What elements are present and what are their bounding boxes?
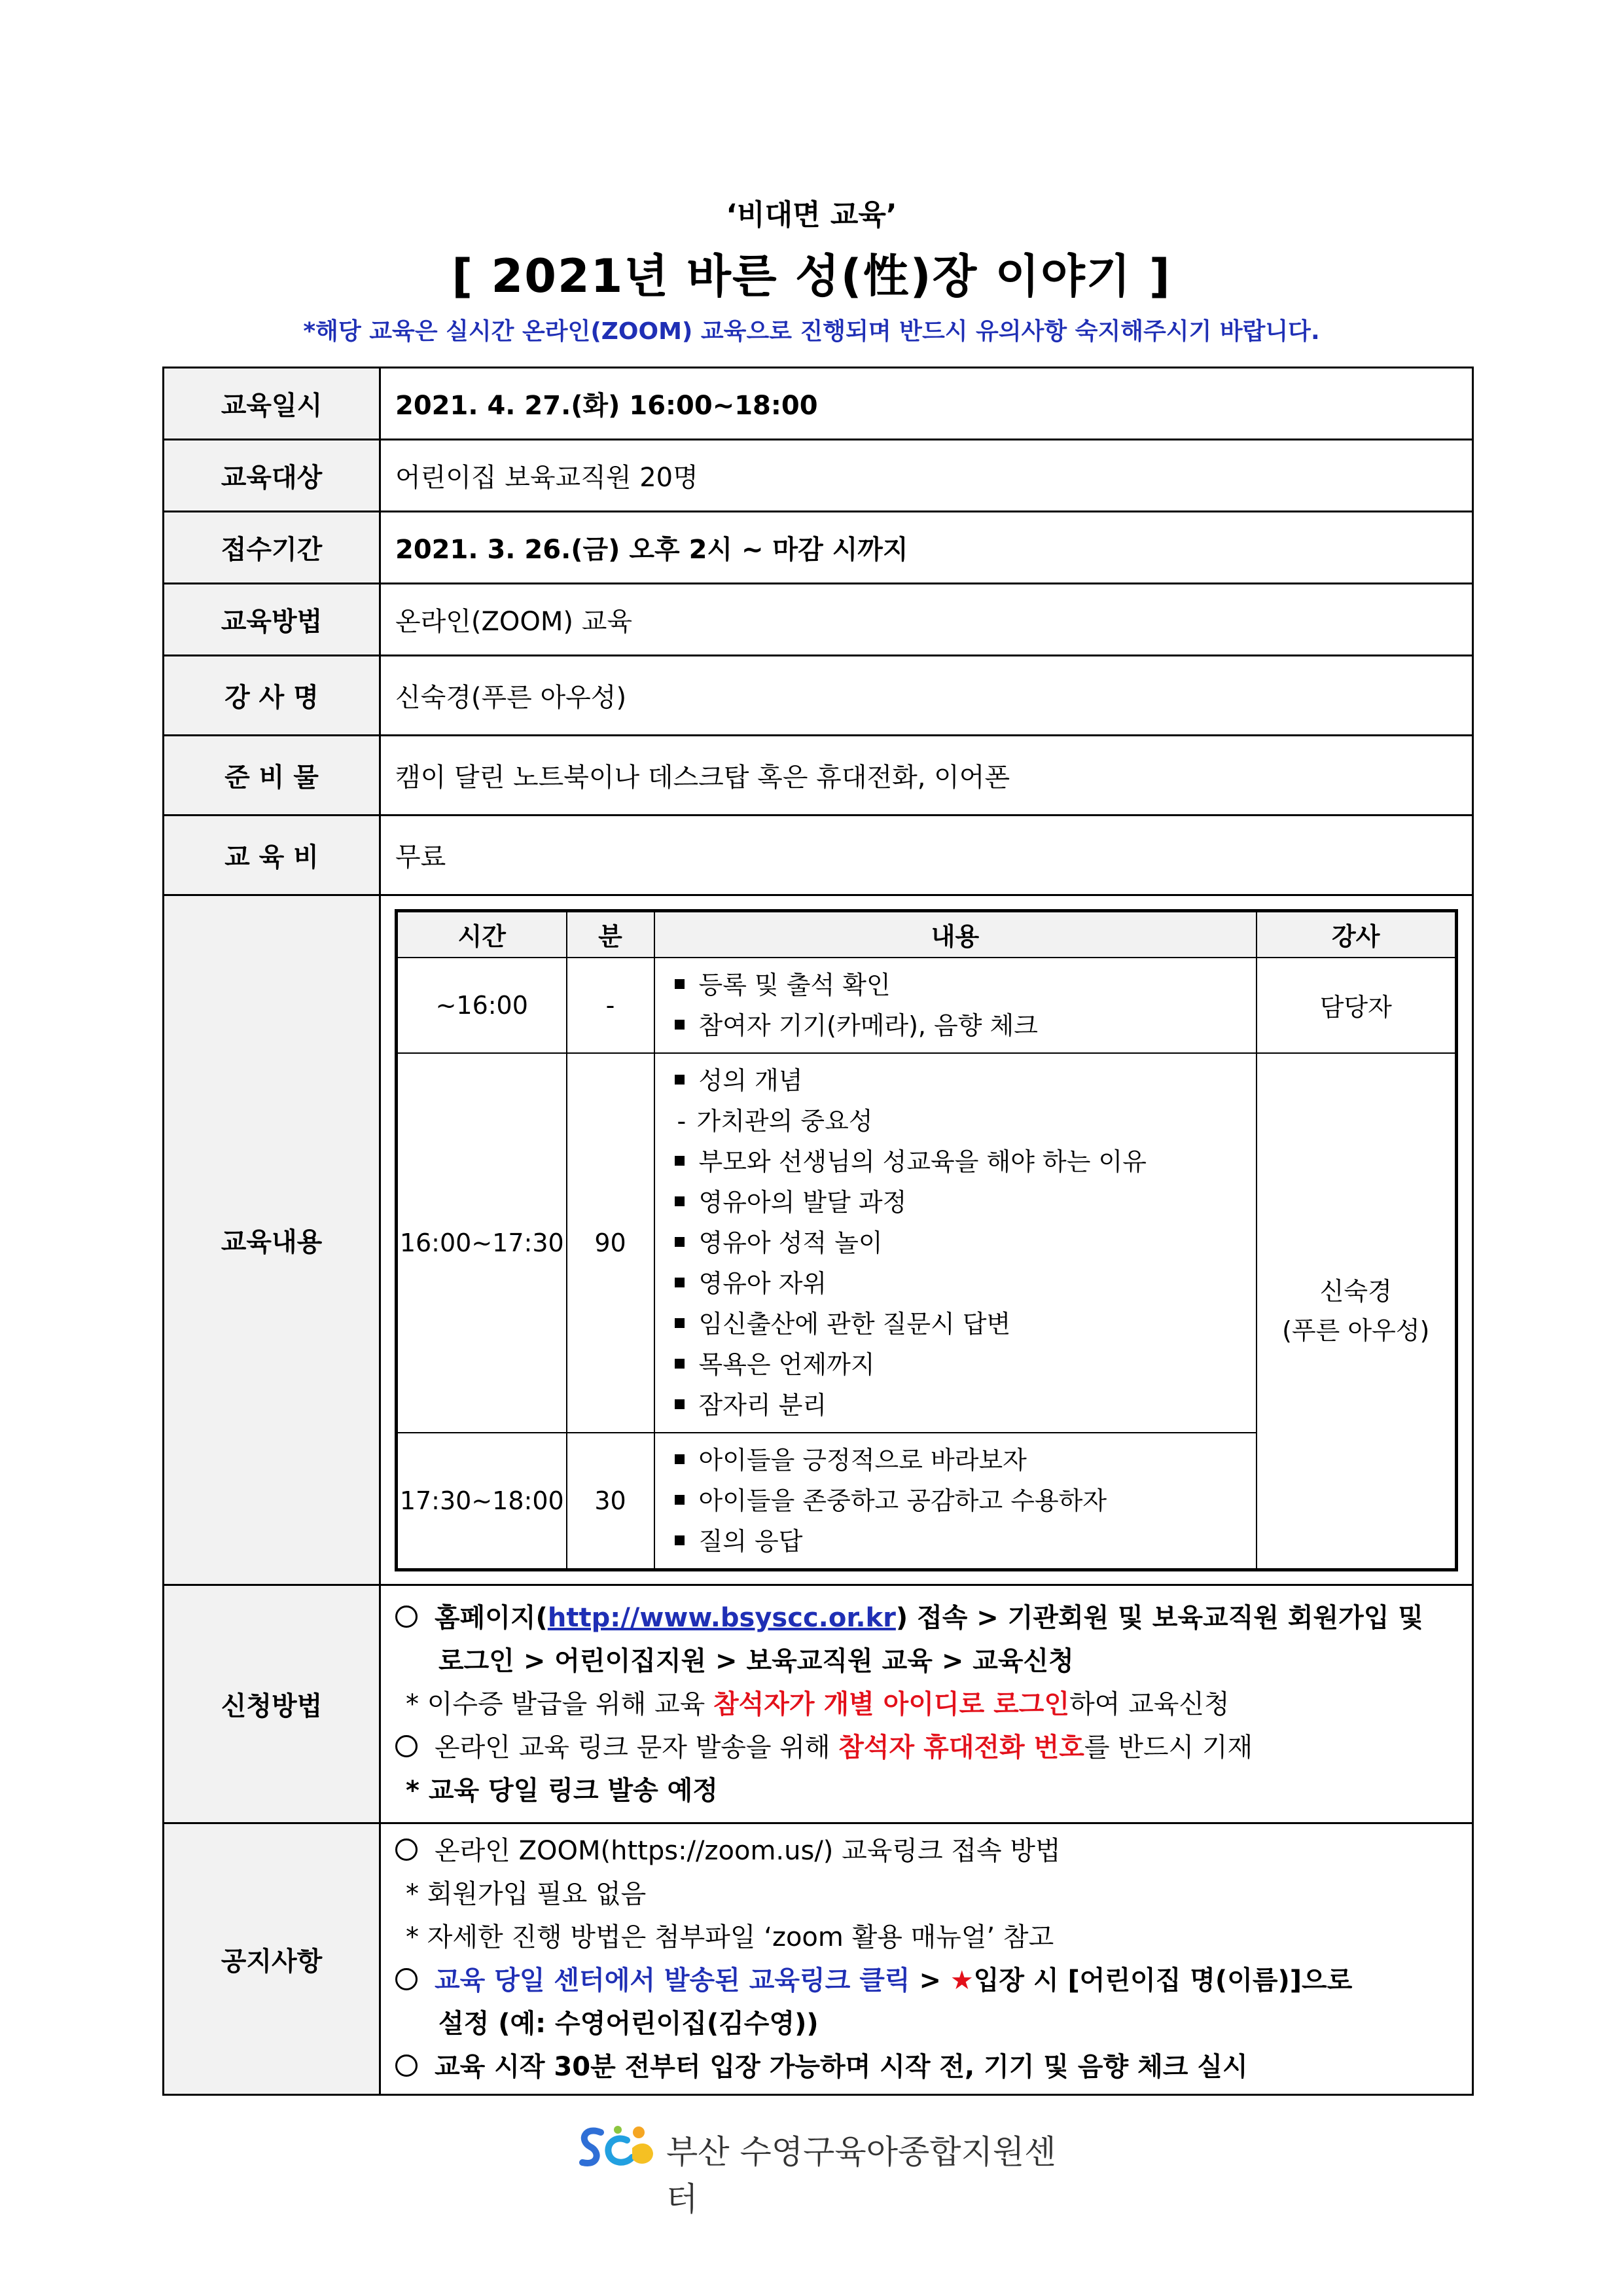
notes-line-6: 교육 시작 30분 전부터 입장 가능하며 시작 전, 기기 및 음향 체크 실시 <box>395 2045 1460 2089</box>
row2-time: 16:00~17:30 <box>397 1053 567 1433</box>
label-fee: 교 육 비 <box>164 816 380 895</box>
bullet-square-icon <box>675 1495 685 1505</box>
bullet-square-icon <box>675 1020 685 1030</box>
circle-bullet-icon <box>395 1968 418 1990</box>
row2-content <box>654 1053 1257 1433</box>
header-content: 내용 <box>654 910 1257 958</box>
row-apply <box>164 1585 1473 1823</box>
row1-time: ~16:00 <box>397 958 567 1053</box>
bullet-square-icon <box>675 1535 685 1545</box>
row1-instructor: 담당자 <box>1257 958 1457 1053</box>
notes-line-5: 설정 (예: 수영어린이집(김수영)) <box>438 2009 819 2039</box>
circle-bullet-icon <box>395 1839 418 1861</box>
notes-cell <box>380 1823 1473 2095</box>
list-item: 아이들을 긍정적으로 바라보자 <box>675 1440 1249 1480</box>
row-fee <box>164 816 1473 895</box>
notice-text: *해당 교육은 실시간 온라인(ZOOM) 교육으로 진행되며 반드시 유의사항 숙지해주시기 바랍니다. <box>303 318 1320 345</box>
row-target <box>164 440 1473 512</box>
list-item: 질의 응답 <box>675 1521 1249 1562</box>
footer-org-name: 부산 수영구육아종합지원센터 <box>666 2133 1056 2218</box>
label-apply: 신청방법 <box>164 1585 380 1823</box>
notes-line-3: * 자세한 진행 방법은 첨부파일 ‘zoom 활용 매뉴얼’ 참고 <box>406 1922 1054 1952</box>
center-logo-icon <box>576 2121 658 2173</box>
label-notes: 공지사항 <box>164 1823 380 2095</box>
bullet-square-icon <box>675 1156 685 1166</box>
list-item: 임신출산에 관한 질문시 답변 <box>675 1304 1249 1344</box>
value-date: 2021. 4. 27.(화) 16:00~18:00 <box>380 368 1473 440</box>
value-period: 2021. 3. 26.(금) 오후 2시 ~ 마감 시까지 <box>380 512 1473 584</box>
row2-instructor <box>1257 1053 1457 1570</box>
document-title: [ 2021년 바른 성(性)장 이야기 ] <box>452 249 1171 303</box>
list-item: 영유아 자위 <box>675 1263 1249 1304</box>
apply-cell <box>380 1585 1473 1823</box>
notes-line-2: * 회원가입 필요 없음 <box>406 1879 647 1909</box>
schedule-row-1 <box>397 958 1457 1053</box>
bullet-square-icon <box>675 979 685 989</box>
bullet-square-icon <box>675 1318 685 1328</box>
star-icon: ★ <box>950 1965 974 1996</box>
notes-line-4: 교육 당일 센터에서 발송된 교육링크 클릭 > ★입장 시 [어린이집 명(이름)]으로 <box>395 1959 1460 2002</box>
instructor-name: 신숙경 <box>1319 1276 1392 1306</box>
value-lecturer: 신숙경(푸른 아우성) <box>380 656 1473 736</box>
bullet-square-icon <box>675 1237 685 1247</box>
row-period <box>164 512 1473 584</box>
row3-minutes: 30 <box>567 1433 654 1570</box>
content-cell <box>380 895 1473 1585</box>
list-item: 영유아의 발달 과정 <box>675 1182 1249 1223</box>
footer <box>576 2121 1073 2218</box>
homepage-link[interactable]: http://www.bsyscc.or.kr <box>547 1602 896 1633</box>
header-instructor: 강사 <box>1257 910 1457 958</box>
row2-minutes: 90 <box>567 1053 654 1433</box>
label-target: 교육대상 <box>164 440 380 512</box>
row3-content <box>654 1433 1257 1570</box>
instructor-org: (푸른 아우성) <box>1282 1316 1430 1345</box>
label-date: 교육일시 <box>164 368 380 440</box>
notes-line-1: 온라인 ZOOM(https://zoom.us/) 교육링크 접속 방법 <box>395 1829 1460 1873</box>
label-lecturer: 강 사 명 <box>164 656 380 736</box>
circle-bullet-icon <box>395 1605 418 1628</box>
value-fee: 무료 <box>380 816 1473 895</box>
list-item: 잠자리 분리 <box>675 1385 1249 1426</box>
value-target: 어린이집 보육교직원 20명 <box>380 440 1473 512</box>
info-table <box>162 367 1474 2096</box>
row1-minutes: - <box>567 958 654 1053</box>
row-content <box>164 895 1473 1585</box>
row-method <box>164 584 1473 656</box>
value-supplies: 캠이 달린 노트북이나 데스크탑 혹은 휴대전화, 이어폰 <box>380 736 1473 816</box>
list-item: 참여자 기기(카메라), 음향 체크 <box>675 1005 1249 1046</box>
apply-line-4: 온라인 교육 링크 문자 발송을 위해 참석자 휴대전화 번호를 반드시 기재 <box>395 1726 1460 1769</box>
header-time: 시간 <box>397 910 567 958</box>
row1-content <box>654 958 1257 1053</box>
row-supplies <box>164 736 1473 816</box>
list-item: 성의 개념 <box>675 1060 1249 1101</box>
circle-bullet-icon <box>395 2054 418 2077</box>
label-supplies: 준 비 물 <box>164 736 380 816</box>
label-method: 교육방법 <box>164 584 380 656</box>
bullet-square-icon <box>675 1075 685 1085</box>
header-minutes: 분 <box>567 910 654 958</box>
list-item: 목욕은 언제까지 <box>675 1344 1249 1385</box>
apply-line-1: 홈페이지(http://www.bsyscc.or.kr) 접속 > 기관회원 및 보육교직원 회원가입 및 <box>395 1596 1460 1640</box>
bullet-square-icon <box>675 1454 685 1464</box>
schedule-header-row <box>397 910 1457 958</box>
document-subtitle: ‘비대면 교육’ <box>726 198 897 232</box>
list-item: 부모와 선생님의 성교육을 해야 하는 이유 <box>675 1141 1249 1182</box>
apply-line-2: 로그인 > 어린이집지원 > 보육교직원 교육 > 교육신청 <box>438 1645 1074 1676</box>
list-subitem: - 가치관의 중요성 <box>677 1106 873 1136</box>
schedule-row-2 <box>397 1053 1457 1433</box>
row-notes <box>164 1823 1473 2095</box>
label-content: 교육내용 <box>164 895 380 1585</box>
row-date <box>164 368 1473 440</box>
list-item: 아이들을 존중하고 공감하고 수용하자 <box>675 1480 1249 1521</box>
schedule-table <box>395 909 1458 1571</box>
bullet-square-icon <box>675 1278 685 1287</box>
circle-bullet-icon <box>395 1735 418 1757</box>
bullet-square-icon <box>675 1399 685 1409</box>
row3-time: 17:30~18:00 <box>397 1433 567 1570</box>
apply-line-3: * 이수증 발급을 위해 교육 참석자가 개별 아이디로 로그인하여 교육신청 <box>406 1689 1230 1719</box>
bullet-square-icon <box>675 1196 685 1206</box>
bullet-square-icon <box>675 1359 685 1369</box>
apply-line-5: * 교육 당일 링크 발송 예정 <box>406 1775 718 1806</box>
label-period: 접수기간 <box>164 512 380 584</box>
list-item: 등록 및 출석 확인 <box>675 965 1249 1005</box>
list-item: 영유아 성적 놀이 <box>675 1223 1249 1263</box>
value-method: 온라인(ZOOM) 교육 <box>380 584 1473 656</box>
row-lecturer <box>164 656 1473 736</box>
